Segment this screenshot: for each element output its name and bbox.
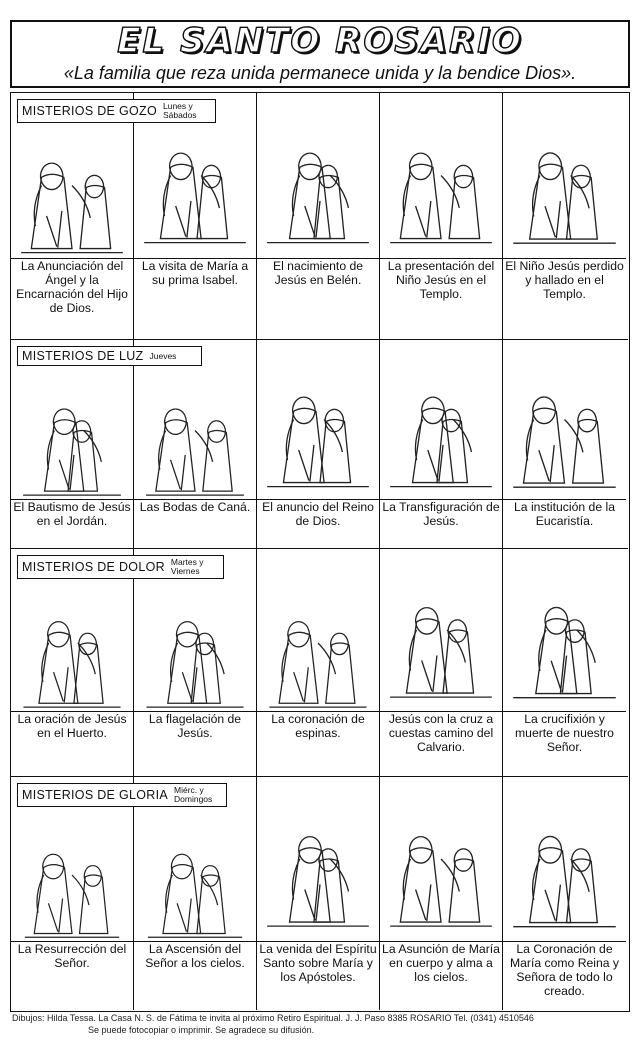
mystery-illustration — [380, 340, 502, 500]
mystery-caption: La presentación del Niño Jesús en el Templo. — [387, 259, 495, 301]
header — [10, 20, 630, 88]
footer — [12, 1012, 632, 1036]
mystery-caption: La crucifixión y muerte de nuestro Señor. — [515, 712, 614, 754]
section-name: MISTERIOS DE DOLOR — [22, 560, 165, 574]
mystery-caption: La Ascensión del Señor a los cielos. — [145, 942, 245, 970]
section-label — [17, 783, 227, 807]
mystery-card — [380, 777, 503, 1010]
mystery-card — [503, 777, 626, 1010]
section-days: Martes y Viernes — [170, 557, 204, 576]
mystery-caption: La Resurrección del Señor. — [17, 942, 127, 970]
footer-credits: Dibujos: Hilda Tessa. La Casa N. S. de Fátima te invita al próximo Retiro Espiritual. J. J. Paso 8385 ROSARIO Tel. (0341) 4510546 — [12, 1013, 534, 1023]
mystery-card — [134, 340, 257, 548]
section-gloria — [11, 777, 628, 1010]
section-gozo — [11, 93, 628, 340]
line-drawing-figure — [503, 549, 626, 711]
line-drawing-figure — [134, 362, 256, 499]
mystery-caption: La flagelación de Jesús. — [148, 712, 242, 740]
page-subtitle: «La familia que reza unida permanece unida y la bendice Dios». — [63, 63, 577, 83]
line-drawing-figure — [380, 340, 502, 499]
line-drawing-figure — [257, 340, 379, 499]
line-drawing-figure — [11, 809, 133, 941]
mystery-card — [134, 93, 257, 339]
section-label — [17, 346, 202, 366]
footer-note: Se puede fotocopiar o imprimir. Se agradece su difusión. — [88, 1025, 315, 1035]
mystery-illustration — [257, 340, 379, 500]
section-dolor — [11, 549, 628, 777]
mystery-illustration — [257, 777, 379, 942]
line-drawing-figure — [380, 549, 502, 711]
mystery-card — [503, 93, 626, 339]
line-drawing-figure — [11, 575, 133, 711]
mystery-card — [503, 340, 626, 548]
mystery-caption: El anuncio del Reino de Dios. — [262, 500, 374, 528]
mystery-illustration — [134, 809, 256, 942]
section-days: Lunes y Sábados — [162, 101, 197, 120]
mystery-card — [257, 549, 380, 776]
line-drawing-figure — [257, 777, 379, 941]
mystery-card — [11, 777, 134, 1010]
mystery-caption: Jesús con la cruz a cuestas camino del Calvario. — [388, 712, 494, 754]
page-title: EL SANTO ROSARIO — [117, 21, 523, 61]
section-name: MISTERIOS DE LUZ — [22, 349, 144, 363]
mystery-caption: El nacimiento de Jesús en Belén. — [272, 259, 364, 287]
line-drawing-figure — [380, 777, 502, 941]
line-drawing-figure — [503, 777, 626, 941]
mystery-card — [380, 340, 503, 548]
line-drawing-figure — [257, 93, 379, 258]
mystery-illustration — [380, 549, 502, 712]
mystery-card — [380, 93, 503, 339]
mystery-illustration — [380, 93, 502, 259]
mystery-card — [257, 340, 380, 548]
mystery-caption: Las Bodas de Caná. — [139, 500, 251, 514]
mystery-card — [134, 777, 257, 1010]
section-name: MISTERIOS DE GLORIA — [22, 788, 169, 802]
line-drawing-figure — [134, 575, 256, 711]
mystery-caption: El Bautismo de Jesús en el Jordán. — [13, 500, 131, 528]
section-label — [17, 555, 224, 579]
line-drawing-figure — [503, 340, 626, 499]
line-drawing-figure — [11, 113, 133, 258]
mystery-illustration — [257, 93, 379, 259]
mystery-card — [503, 549, 626, 776]
mystery-illustration — [503, 340, 626, 500]
section-label — [17, 99, 216, 123]
mystery-card — [257, 93, 380, 339]
mystery-caption: La Asunción de María en cuerpo y alma a los cielos. — [382, 942, 500, 984]
mystery-caption: La visita de María a su prima Isabel. — [141, 259, 249, 287]
mysteries-grid — [10, 92, 630, 1012]
section-name: MISTERIOS DE GOZO — [22, 104, 157, 118]
mystery-caption: La oración de Jesús en el Huerto. — [17, 712, 127, 740]
line-drawing-figure — [380, 93, 502, 258]
mystery-caption: La venida del Espíritu Santo sobre María y los Apóstoles. — [259, 942, 377, 984]
mystery-caption: La coronación de espinas. — [271, 712, 365, 740]
mystery-illustration — [380, 777, 502, 942]
mystery-card — [134, 549, 257, 776]
mystery-illustration — [11, 575, 133, 712]
mystery-card — [11, 549, 134, 776]
mystery-illustration — [134, 575, 256, 712]
mystery-illustration — [11, 809, 133, 942]
line-drawing-figure — [11, 362, 133, 499]
mystery-illustration — [503, 777, 626, 942]
section-days: Miérc. y Domingos — [174, 785, 213, 804]
mystery-card — [257, 777, 380, 1010]
mystery-illustration — [503, 93, 626, 259]
line-drawing-figure — [257, 575, 379, 711]
section-days: Jueves — [149, 350, 177, 361]
mystery-illustration — [11, 362, 133, 500]
mystery-caption: El Niño Jesús perdido y hallado en el Templo. — [505, 259, 624, 301]
mystery-card — [380, 549, 503, 776]
line-drawing-figure — [134, 809, 256, 941]
section-luz — [11, 340, 628, 549]
mystery-illustration — [503, 549, 626, 712]
mystery-caption: La Anunciación del Ángel y la Encarnación del Hijo de Dios. — [16, 259, 128, 315]
mystery-illustration — [11, 113, 133, 259]
mystery-caption: La institución de la Eucaristía. — [514, 500, 615, 528]
line-drawing-figure — [503, 93, 626, 258]
mystery-caption: La Transfiguración de Jesús. — [382, 500, 500, 528]
mystery-illustration — [134, 362, 256, 500]
mystery-illustration — [257, 575, 379, 712]
mystery-card — [11, 340, 134, 548]
mystery-card — [11, 93, 134, 339]
mystery-caption: La Coronación de María como Reina y Señora de todo lo creado. — [509, 942, 620, 998]
